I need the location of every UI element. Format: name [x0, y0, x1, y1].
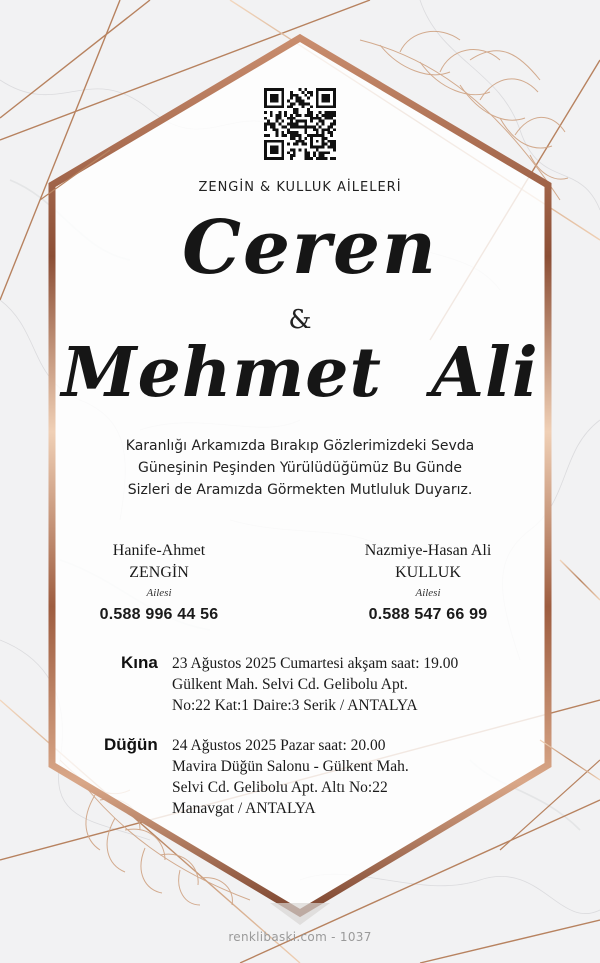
message-line: Sizleri de Aramızda Görmekten Mutluluk Duyarız. — [127, 482, 473, 498]
ampersand: & — [288, 305, 312, 335]
event-details-kina — [172, 653, 458, 716]
groom-family — [323, 540, 533, 624]
qr-code-icon — [264, 88, 336, 160]
family-parents: Nazmiye-Hasan Ali — [364, 542, 492, 559]
event-label-kina: Kına — [121, 653, 158, 672]
family-ailesi-label: Ailesi — [415, 587, 441, 599]
message-line: Güneşinin Peşinden Yürülüdüğümüz Bu Günde — [138, 460, 462, 476]
groom-name: Mehmet Ali — [61, 333, 539, 413]
event-details-dugun — [172, 735, 409, 819]
bride-name: Ceren — [182, 205, 438, 291]
invitation-message — [0, 435, 600, 501]
event-line: 24 Ağustos 2025 Pazar saat: 20.00 — [172, 737, 386, 754]
families-heading: ZENGİN & KULLUK AİLELERİ — [198, 180, 402, 195]
event-line: Gülkent Mah. Selvi Cd. Gelibolu Apt. — [172, 676, 408, 693]
message-line: Karanlığı Arkamızda Bırakıp Gözlerimizdeki Sevda — [125, 438, 475, 454]
family-surname: KULLUK — [395, 564, 461, 581]
family-ailesi-label: Ailesi — [146, 587, 172, 599]
family-phone: 0.588 547 66 99 — [368, 606, 488, 623]
family-parents: Hanife-Ahmet — [112, 542, 206, 559]
event-line: Selvi Cd. Gelibolu Apt. Altı No:22 — [172, 779, 388, 796]
event-line: Manavgat / ANTALYA — [172, 800, 316, 817]
family-phone: 0.588 996 44 56 — [99, 606, 219, 623]
event-label-dugun: Düğün — [104, 735, 158, 754]
event-line: No:22 Kat:1 Daire:3 Serik / ANTALYA — [172, 697, 418, 714]
family-surname: ZENGİN — [129, 564, 189, 581]
event-line: 23 Ağustos 2025 Cumartesi akşam saat: 19.00 — [172, 655, 459, 672]
footer-watermark: renklibaski.com - 1037 — [228, 930, 372, 944]
bride-family — [54, 540, 264, 624]
event-line: Mavira Düğün Salonu - Gülkent Mah. — [172, 758, 409, 775]
